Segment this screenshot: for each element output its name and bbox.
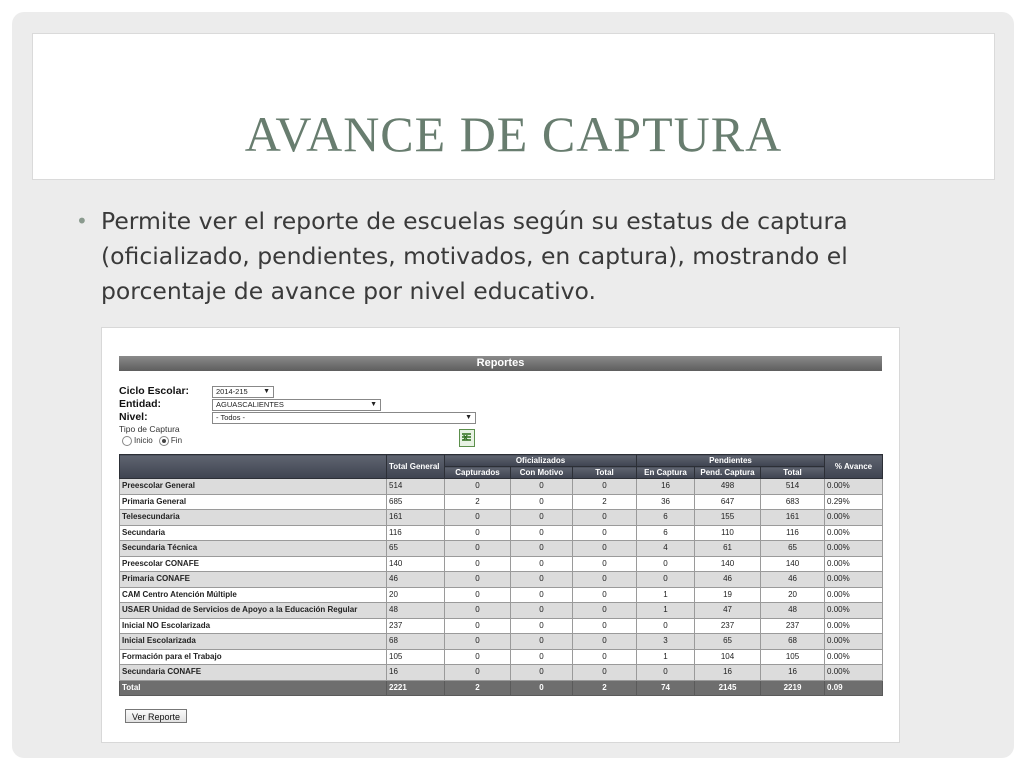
- table-cell: 1: [637, 587, 695, 603]
- table-cell: 0: [445, 587, 511, 603]
- row-level-name: Inicial NO Escolarizada: [120, 618, 387, 634]
- table-cell: 237: [387, 618, 445, 634]
- table-cell: 68: [387, 634, 445, 650]
- table-cell: 6: [637, 510, 695, 526]
- table-cell: 0: [573, 572, 637, 588]
- header-con-motivo: Con Motivo: [511, 467, 573, 479]
- row-level-name: USAER Unidad de Servicios de Apoyo a la Educación Regular: [120, 603, 387, 619]
- radio-fin[interactable]: [159, 436, 169, 446]
- table-cell: 0: [511, 603, 573, 619]
- table-cell: 0: [573, 665, 637, 681]
- table-row: [120, 510, 883, 526]
- table-cell: 0: [445, 479, 511, 495]
- total-cell: Total: [120, 680, 387, 696]
- row-level-name: Secundaria Técnica: [120, 541, 387, 557]
- table-cell: 0: [445, 525, 511, 541]
- header-pendientes: Pendientes: [637, 455, 825, 467]
- table-cell: 0.00%: [825, 603, 883, 619]
- total-cell: 2145: [695, 680, 761, 696]
- report-header: Reportes: [119, 356, 882, 371]
- total-cell: 2219: [761, 680, 825, 696]
- table-cell: 0: [511, 541, 573, 557]
- table-cell: 0: [637, 618, 695, 634]
- table-cell: 2: [573, 494, 637, 510]
- table-row: [120, 618, 883, 634]
- table-cell: 0.00%: [825, 572, 883, 588]
- table-cell: 0: [445, 618, 511, 634]
- table-cell: 0.00%: [825, 479, 883, 495]
- table-row: [120, 525, 883, 541]
- table-cell: 65: [761, 541, 825, 557]
- table-cell: 0: [511, 556, 573, 572]
- table-cell: 0.00%: [825, 587, 883, 603]
- table-cell: 0.00%: [825, 649, 883, 665]
- table-row: [120, 572, 883, 588]
- table-cell: 0: [573, 525, 637, 541]
- table-cell: 0: [637, 556, 695, 572]
- ciclo-escolar-value: 2014-215: [216, 387, 248, 396]
- table-cell: 0: [511, 665, 573, 681]
- title-box: [32, 33, 995, 180]
- tipo-captura-label: Tipo de Captura: [119, 424, 180, 434]
- nivel-value: - Todos -: [216, 413, 246, 422]
- table-cell: 2: [445, 494, 511, 510]
- table-cell: 0: [573, 541, 637, 557]
- table-row: [120, 587, 883, 603]
- table-cell: 0.00%: [825, 525, 883, 541]
- table-cell: 0: [445, 541, 511, 557]
- table-cell: 237: [761, 618, 825, 634]
- header-en-captura: En Captura: [637, 467, 695, 479]
- table-row: [120, 634, 883, 650]
- table-cell: 6: [637, 525, 695, 541]
- ver-reporte-button[interactable]: Ver Reporte: [125, 709, 187, 723]
- table-cell: 0: [573, 649, 637, 665]
- total-cell: 2: [573, 680, 637, 696]
- table-cell: 0: [511, 572, 573, 588]
- row-level-name: Formación para el Trabajo: [120, 649, 387, 665]
- total-cell: 2221: [387, 680, 445, 696]
- report-table-body: [120, 479, 883, 696]
- table-cell: 65: [387, 541, 445, 557]
- header-avance: % Avance: [825, 455, 883, 479]
- table-cell: 155: [695, 510, 761, 526]
- table-cell: 0: [511, 649, 573, 665]
- chevron-down-icon: ▼: [263, 388, 270, 395]
- row-level-name: Telesecundaria: [120, 510, 387, 526]
- table-cell: 0: [511, 525, 573, 541]
- radio-inicio[interactable]: [122, 436, 132, 446]
- row-level-name: Secundaria: [120, 525, 387, 541]
- table-cell: 116: [387, 525, 445, 541]
- table-cell: 68: [761, 634, 825, 650]
- chevron-down-icon: ▼: [370, 401, 377, 408]
- table-cell: 20: [761, 587, 825, 603]
- table-row: [120, 649, 883, 665]
- table-cell: 498: [695, 479, 761, 495]
- table-cell: 514: [387, 479, 445, 495]
- bullet-text: Permite ver el reporte de escuelas según su estatus de captura (oficializado, pendientes, motivados, en captura), mostrando el porcentaje de avance por nivel educativo.: [101, 207, 848, 305]
- table-cell: 0: [445, 634, 511, 650]
- report-screenshot: [101, 327, 900, 743]
- table-cell: 237: [695, 618, 761, 634]
- table-cell: 0: [445, 603, 511, 619]
- table-cell: 46: [695, 572, 761, 588]
- total-cell: 2: [445, 680, 511, 696]
- table-cell: 65: [695, 634, 761, 650]
- table-cell: 0: [511, 479, 573, 495]
- table-cell: 0: [445, 572, 511, 588]
- header-capturados: Capturados: [445, 467, 511, 479]
- table-cell: 161: [761, 510, 825, 526]
- row-level-name: Preescolar General: [120, 479, 387, 495]
- table-cell: 514: [761, 479, 825, 495]
- table-cell: 16: [761, 665, 825, 681]
- table-cell: 19: [695, 587, 761, 603]
- table-cell: 0: [573, 618, 637, 634]
- table-row: [120, 494, 883, 510]
- excel-export-icon[interactable]: [459, 429, 475, 447]
- table-cell: 0: [511, 587, 573, 603]
- table-cell: 0: [573, 603, 637, 619]
- table-cell: 140: [695, 556, 761, 572]
- header-blank: [120, 455, 387, 479]
- table-cell: 3: [637, 634, 695, 650]
- table-cell: 105: [387, 649, 445, 665]
- total-cell: 0: [511, 680, 573, 696]
- table-cell: 16: [387, 665, 445, 681]
- table-cell: 0: [445, 556, 511, 572]
- table-row: [120, 556, 883, 572]
- radio-inicio-label: Inicio: [134, 436, 153, 446]
- table-cell: 0: [637, 665, 695, 681]
- ciclo-escolar-select[interactable]: [212, 386, 274, 398]
- header-total-pendientes: Total: [761, 467, 825, 479]
- entidad-label: Entidad:: [119, 398, 161, 410]
- slide-title: AVANCE DE CAPTURA: [244, 106, 783, 162]
- table-cell: 0: [445, 649, 511, 665]
- table-cell: 46: [387, 572, 445, 588]
- table-cell: 140: [761, 556, 825, 572]
- table-cell: 140: [387, 556, 445, 572]
- chevron-down-icon: ▼: [465, 414, 472, 421]
- table-cell: 0: [573, 634, 637, 650]
- nivel-label: Nivel:: [119, 411, 148, 423]
- table-cell: 116: [761, 525, 825, 541]
- table-row: [120, 665, 883, 681]
- header-total-oficializados: Total: [573, 467, 637, 479]
- row-level-name: Primaria General: [120, 494, 387, 510]
- row-level-name: CAM Centro Atención Múltiple: [120, 587, 387, 603]
- table-cell: 0.00%: [825, 556, 883, 572]
- bullet-point-icon: •: [76, 209, 88, 233]
- tipo-captura-radios: [122, 436, 182, 446]
- header-oficializados: Oficializados: [445, 455, 637, 467]
- table-cell: 61: [695, 541, 761, 557]
- row-level-name: Primaria CONAFE: [120, 572, 387, 588]
- total-row: [120, 680, 883, 696]
- table-cell: 105: [761, 649, 825, 665]
- table-cell: 0: [445, 510, 511, 526]
- table-cell: 0: [573, 587, 637, 603]
- table-cell: 0.00%: [825, 618, 883, 634]
- table-row: [120, 603, 883, 619]
- table-cell: 683: [761, 494, 825, 510]
- table-cell: 0: [511, 618, 573, 634]
- row-level-name: Preescolar CONAFE: [120, 556, 387, 572]
- table-cell: 0.00%: [825, 510, 883, 526]
- table-cell: 20: [387, 587, 445, 603]
- table-cell: 0.00%: [825, 541, 883, 557]
- table-cell: 0: [511, 494, 573, 510]
- table-cell: 0: [573, 556, 637, 572]
- ciclo-escolar-label: Ciclo Escolar:: [119, 385, 190, 397]
- entidad-select[interactable]: [212, 399, 381, 411]
- table-row: [120, 479, 883, 495]
- table-cell: 48: [387, 603, 445, 619]
- header-total-general: Total General: [387, 455, 445, 479]
- table-cell: 0: [511, 634, 573, 650]
- report-table: [119, 454, 883, 696]
- table-cell: 47: [695, 603, 761, 619]
- table-cell: 0: [637, 572, 695, 588]
- table-row: [120, 541, 883, 557]
- row-level-name: Inicial Escolarizada: [120, 634, 387, 650]
- total-cell: 0.09: [825, 680, 883, 696]
- table-cell: 161: [387, 510, 445, 526]
- table-cell: 16: [637, 479, 695, 495]
- table-cell: 0: [445, 665, 511, 681]
- table-cell: 48: [761, 603, 825, 619]
- radio-fin-label: Fin: [170, 436, 183, 446]
- table-cell: 36: [637, 494, 695, 510]
- entidad-value: AGUASCALIENTES: [216, 400, 284, 409]
- table-cell: 647: [695, 494, 761, 510]
- table-cell: 110: [695, 525, 761, 541]
- table-cell: 0.29%: [825, 494, 883, 510]
- nivel-select[interactable]: [212, 412, 476, 424]
- total-cell: 74: [637, 680, 695, 696]
- table-cell: 685: [387, 494, 445, 510]
- table-cell: 46: [761, 572, 825, 588]
- table-cell: 1: [637, 649, 695, 665]
- table-cell: 0: [573, 510, 637, 526]
- header-pend-captura: Pend. Captura: [695, 467, 761, 479]
- table-cell: 0.00%: [825, 634, 883, 650]
- row-level-name: Secundaria CONAFE: [120, 665, 387, 681]
- table-cell: 1: [637, 603, 695, 619]
- table-cell: 0.00%: [825, 665, 883, 681]
- table-cell: 4: [637, 541, 695, 557]
- table-cell: 0: [573, 479, 637, 495]
- table-cell: 16: [695, 665, 761, 681]
- table-cell: 104: [695, 649, 761, 665]
- table-cell: 0: [511, 510, 573, 526]
